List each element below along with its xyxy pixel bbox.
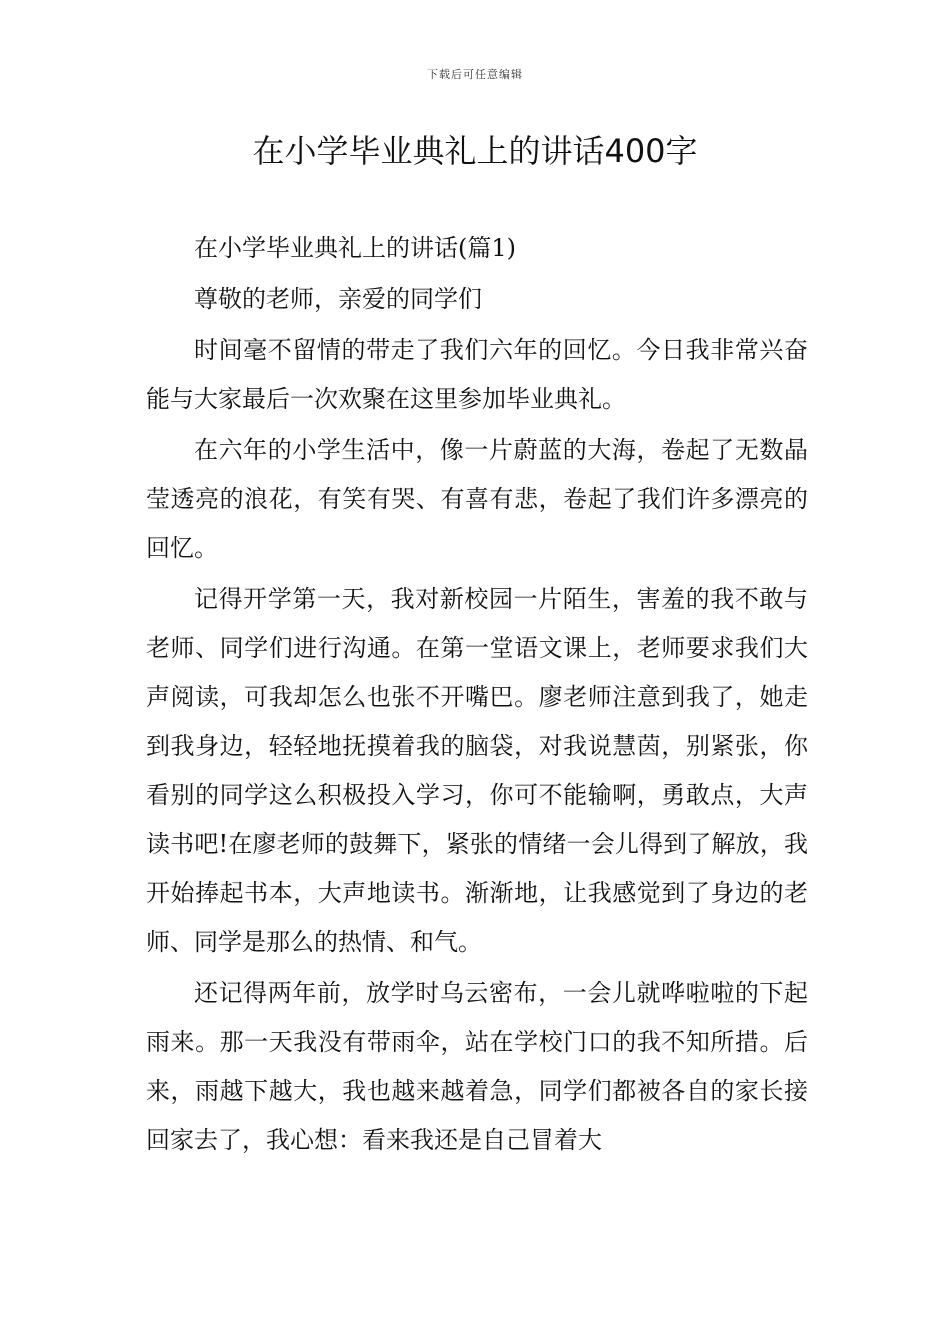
- document-title: 在小学毕业典礼上的讲话400字: [252, 132, 698, 170]
- paragraph: 记得开学第一天，我对新校园一片陌生，害羞的我不敢与老师、同学们进行沟通。在第一堂语文课上，老师要求我们大声阅读，可我却怎么也张不开嘴巴。廖老师注意到我了，她走到我身边，轻轻地抚摸着我的脑袋，对我说慧茵，别紧张，你看别的同学这么积极投入学习，你可不能输啊，勇敢点，大声读书吧!在廖老师的鼓舞下，紧张的情绪一会儿得到了解放，我开始捧起书本，大声地读书。渐渐地，让我感觉到了身边的老师、同学是那么的热情、和气。: [146, 585, 808, 956]
- paragraph: 在六年的小学生活中，像一片蔚蓝的大海，卷起了无数晶莹透亮的浪花，有笑有哭、有喜有悲，卷起了我们许多漂亮的回忆。: [146, 436, 808, 562]
- paragraph-section-heading: 在小学毕业典礼上的讲话(篇1): [194, 234, 516, 262]
- paragraph: 还记得两年前，放学时乌云密布，一会儿就哗啦啦的下起雨来。那一天我没有带雨伞，站在学校门口的我不知所措。后来，雨越下越大，我也越来越着急，同学们都被各自的家长接回家去了，我心想：看来我还是自己冒着大: [146, 979, 808, 1154]
- header-note: 下载后可任意编辑: [427, 68, 523, 81]
- paragraph: 时间毫不留情的带走了我们六年的回忆。今日我非常兴奋能与大家最后一次欢聚在这里参加毕业典礼。: [146, 336, 808, 413]
- document-body: [146, 224, 808, 1167]
- paragraph-salutation: 尊敬的老师，亲爱的同学们: [194, 285, 482, 313]
